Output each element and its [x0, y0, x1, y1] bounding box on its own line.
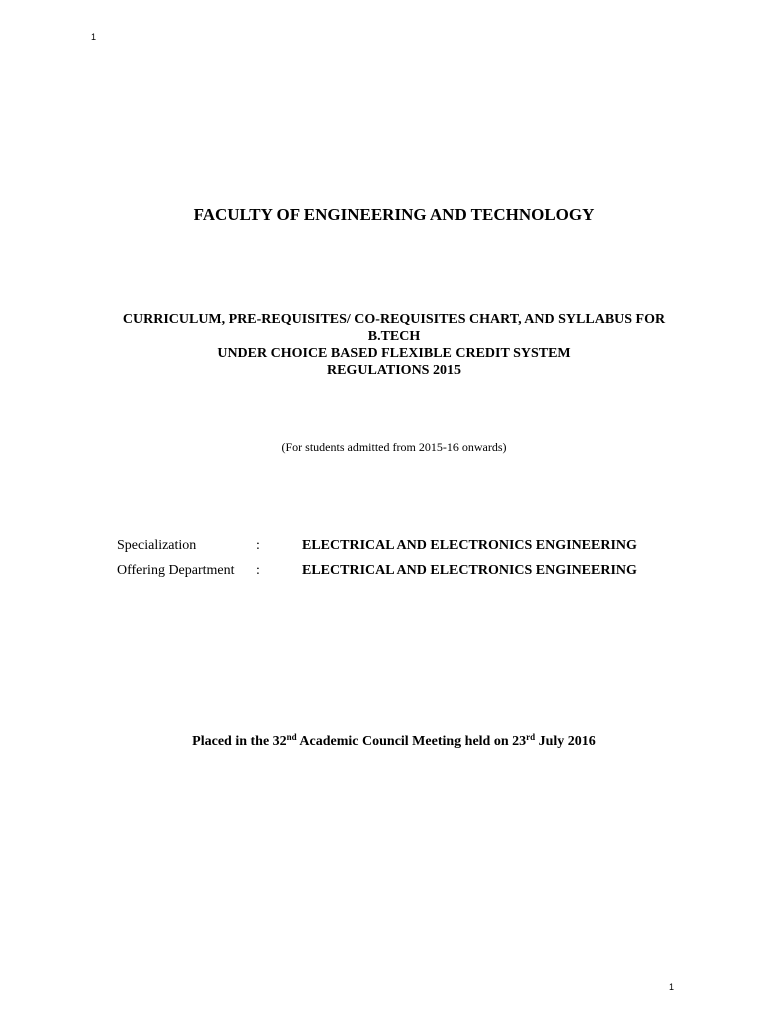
subtitle-line-3: UNDER CHOICE BASED FLEXIBLE CREDIT SYSTEM: [217, 346, 571, 361]
page-number-bottom: 1: [669, 982, 675, 992]
admission-note: (For students admitted from 2015-16 onwards): [281, 440, 507, 454]
subtitle-line-2: B.TECH: [367, 329, 421, 344]
department-label: Offering Department: [117, 563, 235, 578]
document-subtitle: [0, 311, 768, 379]
council-meeting-note: [0, 734, 768, 750]
department-value: ELECTRICAL AND ELECTRONICS ENGINEERING: [302, 563, 637, 578]
page-number-top: 1: [91, 32, 97, 42]
document-title: FACULTY OF ENGINEERING AND TECHNOLOGY: [193, 205, 595, 224]
placed-text-1: Placed in the 32: [192, 734, 287, 749]
placed-text-3: July 2016: [535, 734, 596, 749]
specialization-colon: :: [256, 538, 260, 553]
placed-sup-1: nd: [286, 732, 297, 742]
subtitle-line-1: CURRICULUM, PRE-REQUISITES/ CO-REQUISITES CHART, AND SYLLABUS FOR: [122, 312, 666, 327]
subtitle-line-4: REGULATIONS 2015: [327, 363, 461, 378]
placed-sup-2: rd: [526, 732, 536, 742]
specialization-value: ELECTRICAL AND ELECTRONICS ENGINEERING: [302, 538, 637, 553]
placed-text-2: Academic Council Meeting held on 23: [296, 734, 527, 749]
department-colon: :: [256, 563, 260, 578]
specialization-label: Specialization: [117, 538, 197, 553]
